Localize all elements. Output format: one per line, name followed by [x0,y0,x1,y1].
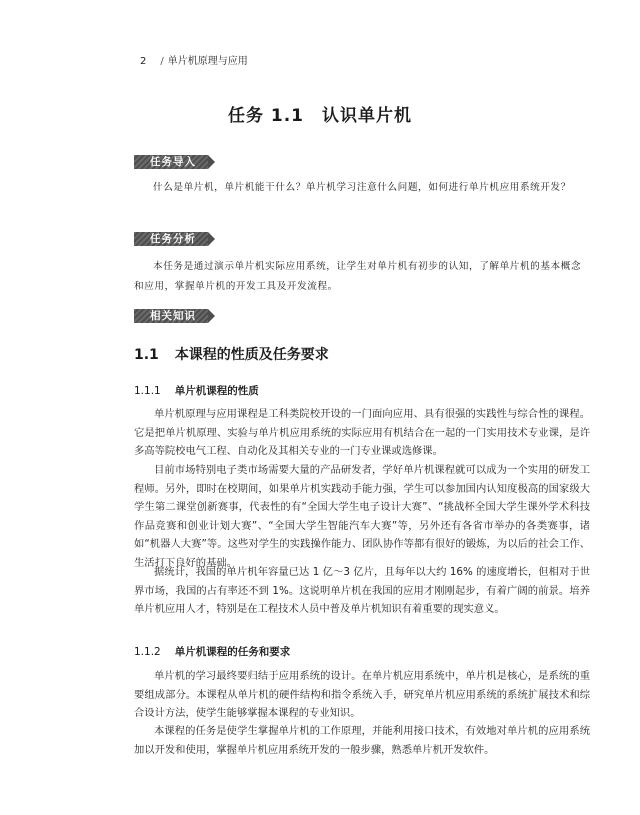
paragraph: 单片机的学习最终要归结于应用系统的设计。在单片机应用系统中，单片机是核心，是系统的重要组成部分。本课程从单片机的硬件结构和指令系统入手，研究单片机应用系统的系统扩展技术和综合设计方法，使学生能够掌握本课程的专业知识。 [134,670,590,720]
paragraph: 单片机原理与应用课程是工科类院校开设的一门面向应用、具有很强的实践性与综合性的课程。它是把单片机原理、实验与单片机应用系统的实际应用有机结合在一起的一门实用技术专业课，是许多高等院校电气工程、自动化及其相关专业的一门专业课或选修课。 [134,408,590,458]
subsection-heading-1 [134,383,259,398]
badge-related-knowledge [134,309,208,323]
task-name: 认识单片机 [322,106,413,126]
header-separator: / [160,56,164,67]
paragraph: 本课程的任务是使学生掌握单片机的工作原理，并能利用接口技术，有效地对单片机的应用系统加以开发和使用，掌握单片机应用系统开发的一般步骤，熟悉单片机开发软件。 [134,725,590,756]
badge-label: 任务分析 [150,233,196,245]
badge-label: 相关知识 [150,310,196,322]
badge-task-intro [134,155,208,169]
subsection-number: 1.1.2 [134,646,161,658]
running-header [140,52,248,67]
chapter-heading [134,344,329,364]
subsection-number: 1.1.1 [134,385,161,397]
chapter-number: 1.1 [134,347,159,363]
badge-label: 任务导入 [150,156,196,168]
chapter-title: 本课程的性质及任务要求 [174,347,329,363]
task-analysis-text: 本任务是通过演示单片机实际应用系统，让学生对单片机有初步的认知，了解单片机的基本概念和应用，掌握单片机的开发工具及开发流程。 [134,261,582,292]
subsection-heading-2 [134,644,290,659]
paragraph: 目前市场特别电子类市场需要大量的产品研发者，学好单片机课程就可以成为一个实用的研发工程师。另外，即时在校期间，如果单片机实践动手能力强，学生可以参加国内认知度极高的国家级大学生第二课堂创新赛事，代表性的有“全国大学生电子设计大赛”、“挑战杯全国大学生课外学术科技作品竞赛和创业计划大赛”、“全国大学生智能汽车大赛”等，另外还有各省市举办的各类赛事，诸如“机器人大赛”等。这些对学生的实践操作能力、团队协作等都有很好的锻炼，为以后的社会工作、生活打下良好的基础。 [134,464,590,569]
book-title: 单片机原理与应用 [167,56,248,67]
paragraph: 据统计，我国的单片机年容量已达 1 亿～3 亿片，且每年以大约 16% 的速度增长，但相对于世界市场，我国的占有率还不到 1%。这说明单片机在我国的应用才刚刚起步，有着广阔的前景。培养单片机应用人才，特别是在工程技术人员中普及单片机知识有着重要的现实意义。 [134,566,590,616]
task-title [0,101,640,126]
subsection-title: 单片机课程的任务和要求 [174,646,291,658]
task-number: 任务 1.1 [227,106,305,126]
subsection-title: 单片机课程的性质 [174,385,259,397]
page-number: 2 [140,56,147,67]
badge-task-analysis [134,232,208,246]
task-intro-text: 什么是单片机，单片机能干什么？单片机学习注意什么问题，如何进行单片机应用系统开发？ [153,182,571,193]
